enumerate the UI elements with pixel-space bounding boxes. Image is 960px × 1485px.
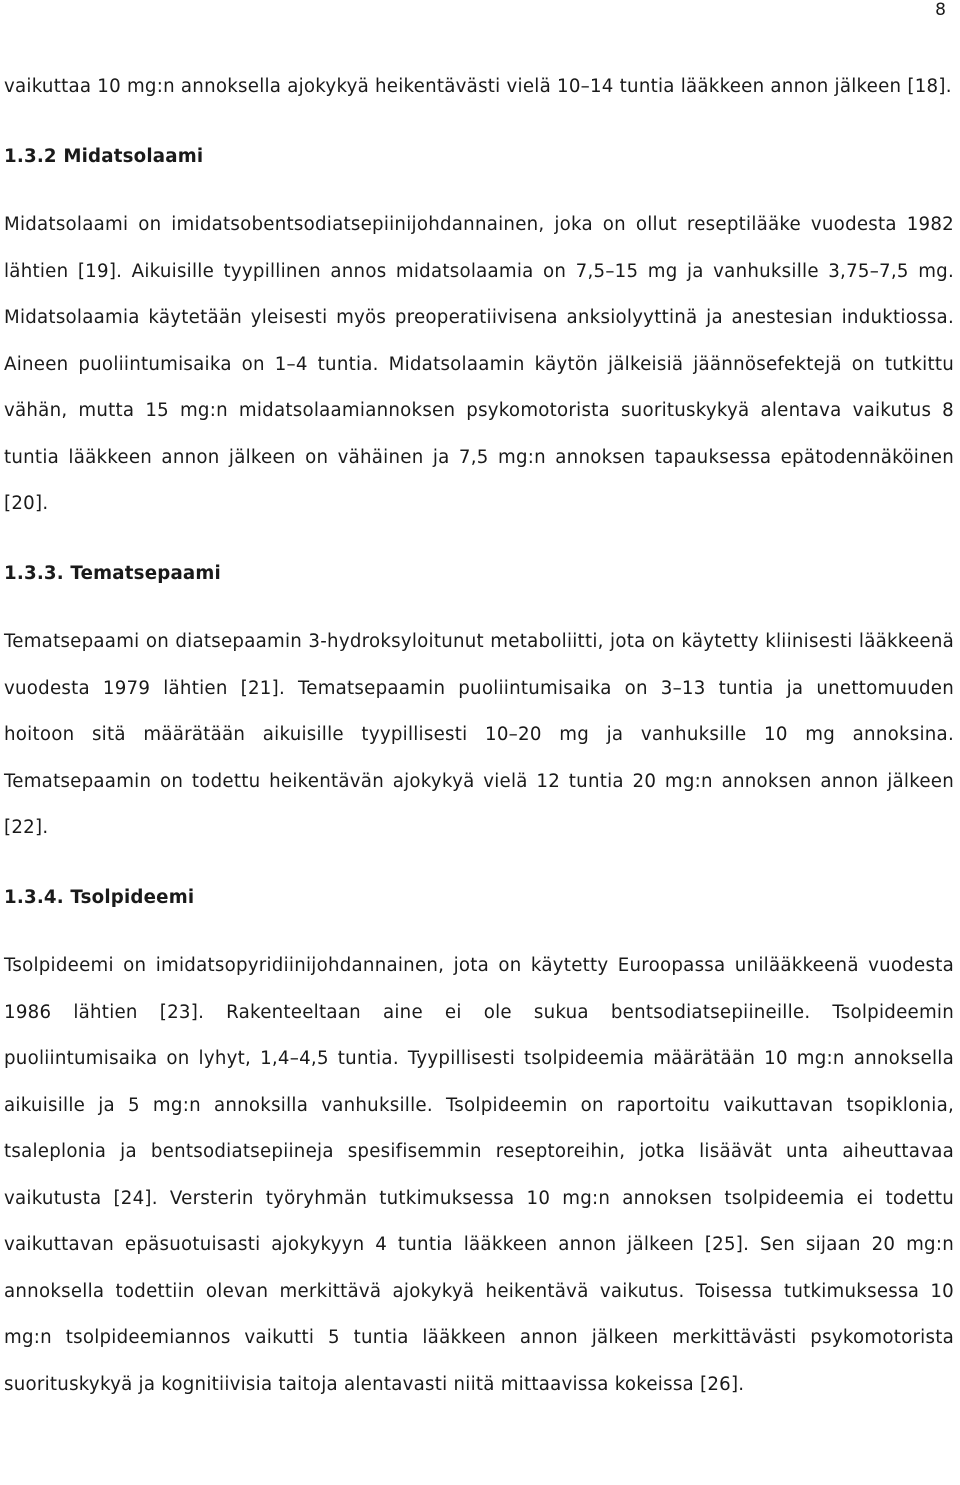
section-heading-tsolpideemi: 1.3.4. Tsolpideemi	[4, 886, 195, 908]
section-heading-midatsolaami: 1.3.2 Midatsolaami	[4, 145, 204, 167]
section-heading-tematsepaami: 1.3.3. Tematsepaami	[4, 562, 221, 584]
page-number: 8	[935, 0, 946, 20]
section-paragraph-midatsolaami: Midatsolaami on imidatsobentsodiatsepiinijohdannainen, joka on ollut reseptilääke vuodesta 1982 lähtien [19]. Aikuisille tyypillinen annos midatsolaamia on 7,5–15 mg ja vanhuksille 3,75–7,5 mg. Midatsolaamia käytetään yleisesti myös preoperatiivisena anksiolyyttinä ja anestesian induktiossa. Aineen puoliintumisaika on 1–4 tuntia. Midatsolaamin käytön jälkeisiä jäännösefektejä on tutkittu vähän, mutta 15 mg:n midatsolaamiannoksen psykomotorista suorituskykyä alentava vaikutus 8 tuntia lääkkeen annon jälkeen on vähäinen ja 7,5 mg:n annoksen tapauksessa epätodennäköinen [20].	[4, 214, 954, 514]
document-body	[4, 64, 954, 1408]
section-paragraph-tematsepaami: Tematsepaami on diatsepaamin 3-hydroksyloitunut metaboliitti, jota on käytetty kliinisesti lääkkeenä vuodesta 1979 lähtien [21]. Tematsepaamin puoliintumisaika on 3–13 tuntia ja unettomuuden hoitoon sitä määrätään aikuisille tyypillisesti 10–20 mg ja vanhuksille 10 mg annoksina. Tematsepaamin on todettu heikentävän ajokykyä vielä 12 tuntia 20 mg:n annoksen annon jälkeen [22].	[4, 631, 954, 838]
intro-paragraph: vaikuttaa 10 mg:n annoksella ajokykyä heikentävästi vielä 10–14 tuntia lääkkeen annon jälkeen [18].	[4, 76, 952, 97]
section-paragraph-tsolpideemi: Tsolpideemi on imidatsopyridiinijohdannainen, jota on käytetty Euroopassa unilääkkeenä vuodesta 1986 lähtien [23]. Rakenteeltaan aine ei ole sukua bentsodiatsepiineille. Tsolpideemin puoliintumisaika on lyhyt, 1,4–4,5 tuntia. Tyypillisesti tsolpideemia määrätään 10 mg:n annoksella aikuisille ja 5 mg:n annoksilla vanhuksille. Tsolpideemin on raportoitu vaikuttavan tsopiklonia, tsaleplonia ja bentsodiatsepiineja spesifisemmin reseptoreihin, jotka lisäävät unta aiheuttavaa vaikutusta [24]. Versterin työryhmän tutkimuksessa 10 mg:n annoksen tsolpideemia ei todettu vaikuttavan epäsuotuisasti ajokykyyn 4 tuntia lääkkeen annon jälkeen [25]. Sen sijaan 20 mg:n annoksella todettiin olevan merkittävä ajokykyä heikentävä vaikutus. Toisessa tutkimuksessa 10 mg:n tsolpideemiannos vaikutti 5 tuntia lääkkeen annon jälkeen merkittävästi psykomotorista suorituskykyä ja kognitiivisia taitoja alentavasti niitä mittaavissa kokeissa [26].	[4, 955, 954, 1395]
